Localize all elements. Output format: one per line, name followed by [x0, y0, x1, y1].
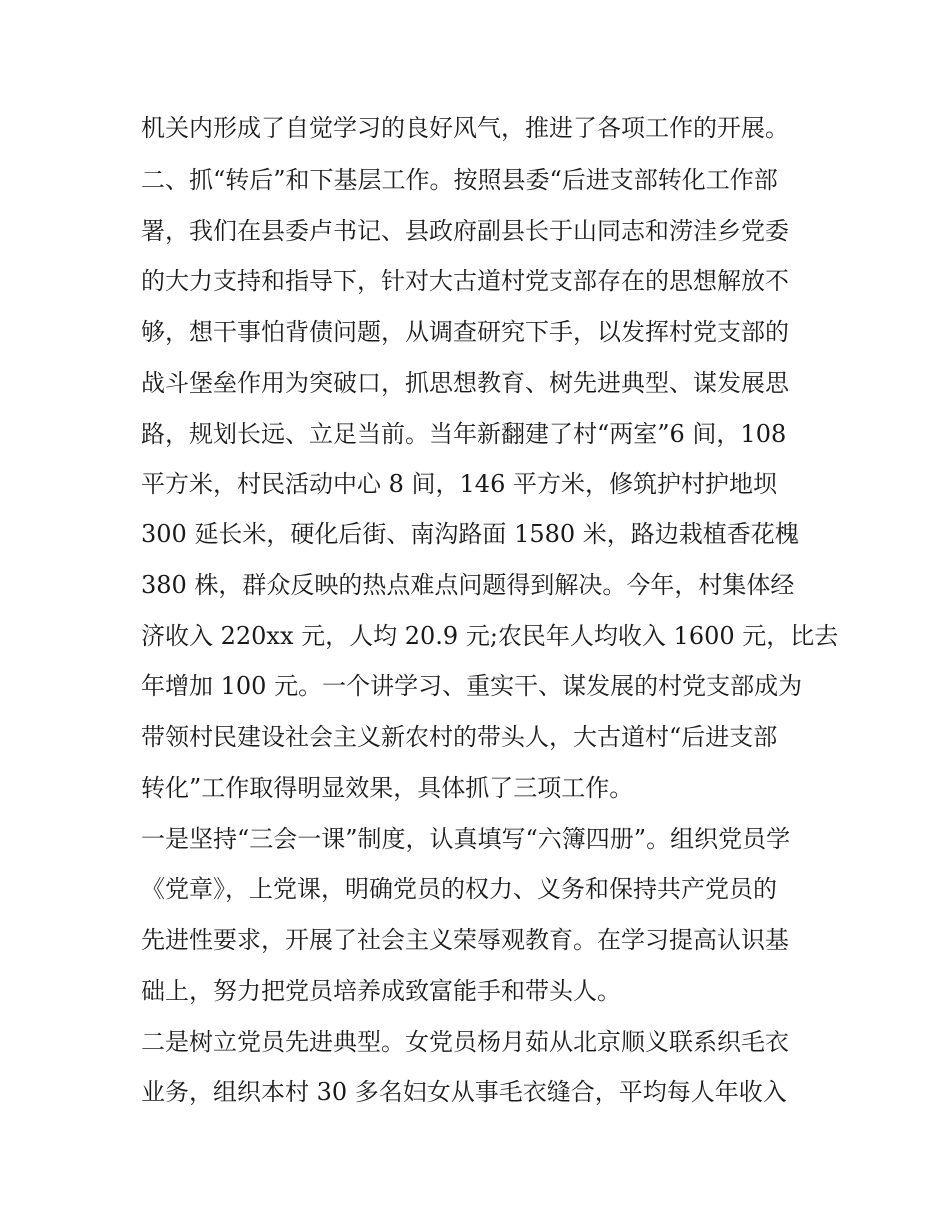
text-line: 战斗堡垒作用为突破口，抓思想教育、树先进典型、谋发展思: [141, 369, 789, 397]
text-line: 转化”工作取得明显效果，具体抓了三项工作。: [141, 774, 634, 802]
text-line: 够，想干事怕背债问题，从调查研究下手，以发挥村党支部的: [141, 318, 789, 346]
text-line: 带领村民建设社会主义新农村的带头人，大古道村“后进支部: [141, 723, 778, 751]
text-line: 的大力支持和指导下，针对大古道村党支部存在的思想解放不: [141, 267, 789, 295]
text-line: 先进性要求，开展了社会主义荣辱观教育。在学习提高认识基: [141, 926, 789, 954]
text-line: 年增加 100 元。一个讲学习、重实干、谋发展的村党支部成为: [141, 672, 803, 700]
text-line: 380 株，群众反映的热点难点问题得到解决。今年，村集体经: [141, 571, 795, 599]
text-line: 二、抓“转后”和下基层工作。按照县委“后进支部转化工作部: [141, 166, 778, 194]
text-line: 础上，努力把党员培养成致富能手和带头人。: [141, 977, 621, 1005]
text-line: 济收入 220xx 元，人均 20.9 元;农民年人均收入 1600 元，比去: [141, 622, 839, 650]
text-line: 一是坚持“三会一课”制度，认真填写“六簿四册”。组织党员学: [141, 825, 791, 853]
text-line: 业务，组织本村 30 多名妇女从事毛衣缝合，平均每人年收入: [141, 1078, 787, 1106]
text-line: 机关内形成了自觉学习的良好风气，推进了各项工作的开展。: [141, 114, 789, 142]
text-line: 署，我们在县委卢书记、县政府副县长于山同志和涝洼乡党委: [141, 217, 789, 245]
text-line: 路，规划长远、立足当前。当年新翻建了村“两室”6 间，108: [141, 420, 787, 448]
text-line: 300 延长米，硬化后街、南沟路面 1580 米，路边栽植香花槐: [141, 520, 799, 548]
text-line: 平方米，村民活动中心 8 间，146 平方米，修筑护村护地坝: [141, 470, 777, 498]
text-line: 《党章》，上党课，明确党员的权力、义务和保持共产党员的: [141, 875, 777, 903]
text-line: 二是树立党员先进典型。女党员杨月茹从北京顺义联系织毛衣: [141, 1028, 789, 1056]
